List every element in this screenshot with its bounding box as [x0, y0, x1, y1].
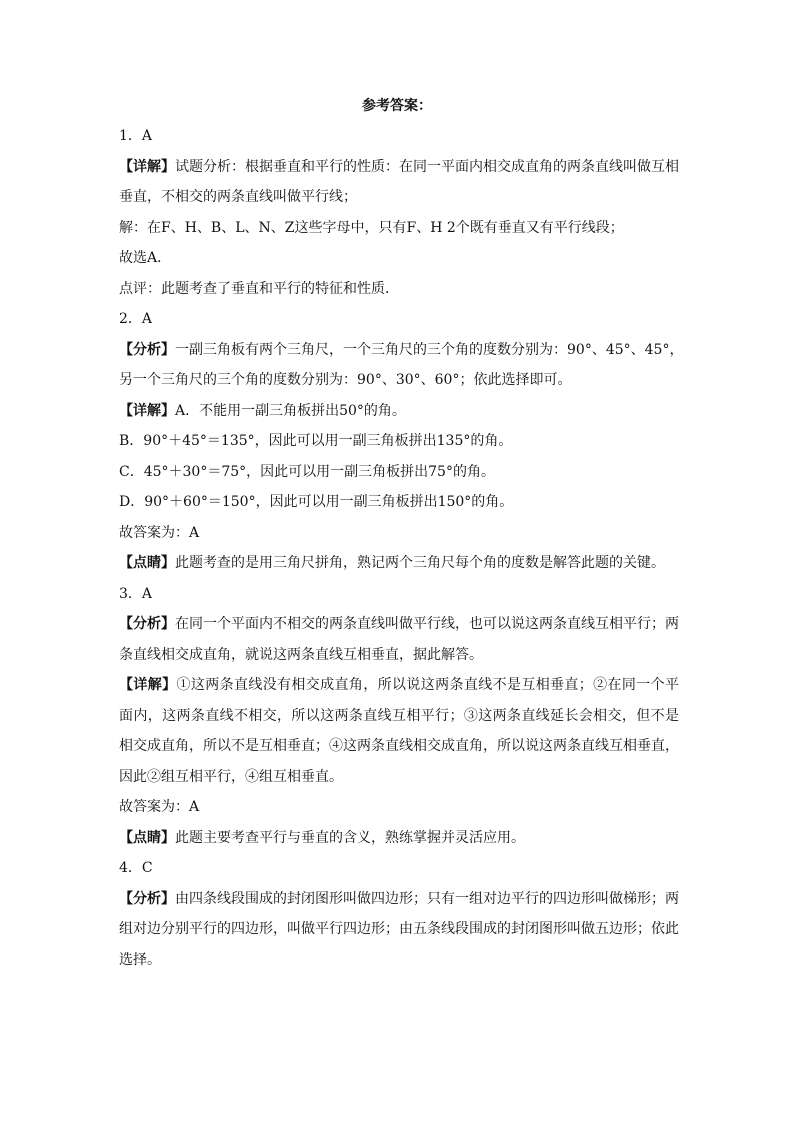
- explanation-line: 点评：此题考查了垂直和平行的特征和性质．: [119, 280, 399, 297]
- answer-number: 3．A: [119, 585, 153, 602]
- section-tag: 【分析】: [119, 616, 175, 632]
- explanation-line: 【点睛】此题主要考查平行与垂直的含义，熟练掌握并灵活应用。: [119, 829, 525, 846]
- explanation-line: 选择。: [119, 951, 161, 968]
- explanation-line: 【详解】①这两条直线没有相交成直角，所以说这两条直线不是互相垂直；②在同一个平: [119, 677, 680, 693]
- section-tag: 【详解】: [119, 402, 175, 419]
- answer-content: [119, 121, 684, 975]
- explanation-line: 【详解】A．不能用一副三角板拼出50°的角。: [119, 402, 406, 419]
- explanation-line: 面内，这两条直线不相交，所以这两条直线互相平行；③这两条直线延长会相交，但不是: [119, 707, 679, 724]
- explanation-line: 【分析】一副三角板有两个三角尺，一个三角尺的三个角的度数分别为：90°、45°、45°，: [119, 341, 684, 358]
- explanation-line: 故选A．: [119, 250, 172, 266]
- explanation-line: C．45°＋30°＝75°，因此可以用一副三角板拼出75°的角。: [119, 463, 495, 480]
- explanation-line: 故答案为：A: [119, 799, 200, 815]
- explanation-line: 【点睛】此题考查的是用三角尺拼角，熟记两个三角尺每个角的度数是解答此题的关键。: [119, 555, 665, 571]
- answer-number: 4．C: [119, 860, 153, 876]
- section-tag: 【详解】: [119, 158, 175, 175]
- explanation-line: D．90°＋60°＝150°，因此可以用一副三角板拼出150°的角。: [119, 494, 514, 510]
- explanation-line: 【分析】由四条线段围成的封闭图形叫做四边形；只有一组对边平行的四边形叫做梯形；两: [119, 890, 679, 907]
- explanation-line: 解：在F、H、B、L、N、Z这些字母中，只有F、H 2个既有垂直又有平行线段；: [119, 219, 624, 236]
- answer-number: 2．A: [119, 311, 153, 327]
- explanation-line: B．90°＋45°＝135°，因此可以用一副三角板拼出135°的角。: [119, 433, 513, 449]
- explanation-line: 组对边分别平行的四边形，叫做平行四边形；由五条线段围成的封闭图形叫做五边形；依此: [119, 921, 679, 937]
- section-tag: 【分析】: [119, 341, 175, 358]
- page-title: 参考答案：: [362, 98, 432, 114]
- section-tag: 【点睛】: [119, 555, 175, 571]
- explanation-line: 垂直，不相交的两条直线叫做平行线；: [119, 189, 357, 205]
- section-tag: 【点睛】: [119, 829, 175, 846]
- explanation-line: 故答案为：A: [119, 524, 200, 541]
- section-tag: 【详解】: [119, 677, 177, 693]
- explanation-line: 条直线相交成直角，就说这两条直线互相垂直，据此解答。: [119, 646, 483, 663]
- explanation-line: 相交成直角，所以不是互相垂直；④这两条直线相交成直角，所以说这两条直线互相垂直，: [119, 738, 679, 754]
- explanation-line: 因此②组互相平行，④组互相垂直。: [119, 768, 343, 785]
- explanation-line: 【分析】在同一个平面内不相交的两条直线叫做平行线，也可以说这两条直线互相平行；两: [119, 616, 679, 632]
- explanation-line: 另一个三角尺的三个角的度数分别为：90°、30°、60°；依此选择即可。: [119, 372, 572, 388]
- section-tag: 【分析】: [119, 890, 175, 907]
- answer-number: 1．A: [119, 128, 153, 144]
- explanation-line: 【详解】试题分析：根据垂直和平行的性质：在同一平面内相交成直角的两条直线叫做互相: [119, 158, 679, 175]
